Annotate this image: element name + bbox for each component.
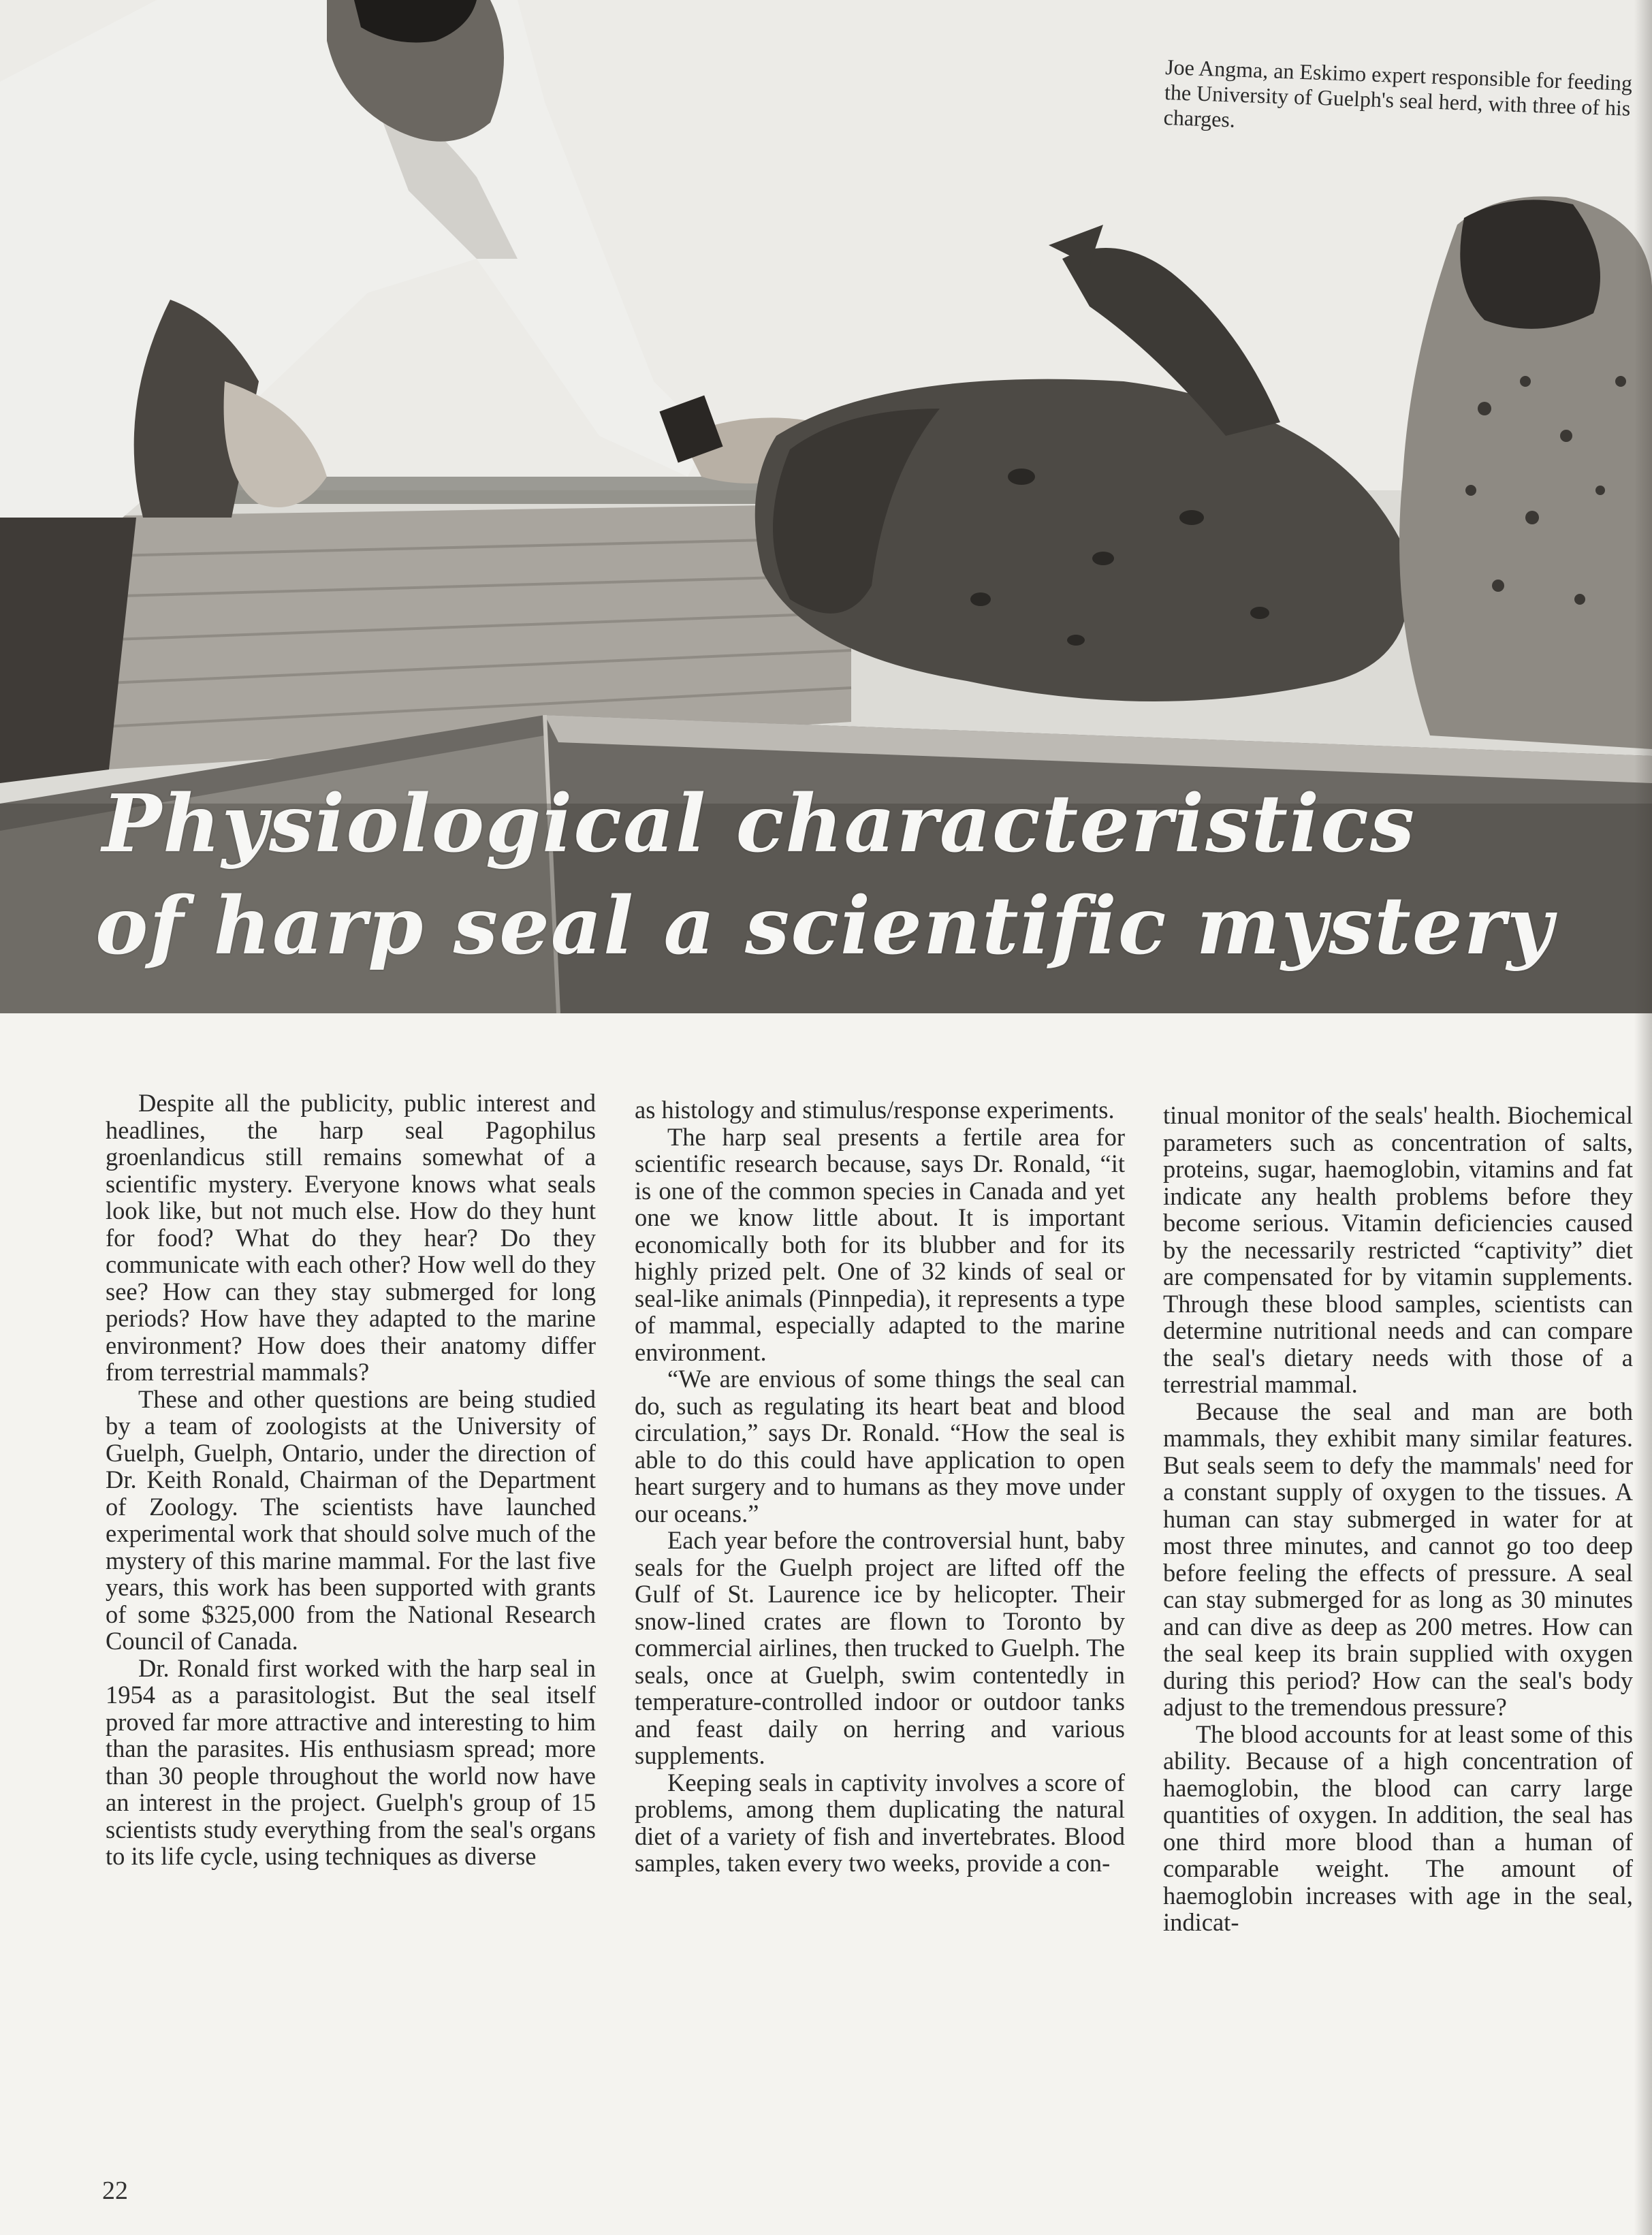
article-column-1	[106, 1090, 596, 1870]
photo-caption: Joe Angma, an Eskimo expert responsible for feeding the University of Guelph's seal herd, with three of his charges.	[1163, 54, 1633, 132]
article-column-3	[1163, 1102, 1633, 1936]
paragraph: The blood accounts for at least some of this ability. Because of a high concentration of haemoglobin, the blood can carry large quantities of oxygen. In addition, the seal has one third more blood than a human of comparable weight. The amount of haemoglobin increases with age in the seal, indicat-	[1163, 1719, 1633, 1936]
paragraph: Despite all the publicity, public interest and headlines, the harp seal Pagophilus groenlandicus still remains somewhat of a scientific mystery. Everyone knows what seals look like, but not much else. How do they hunt for food? What do they hear? Do they communicate with each other? How well do they see? How can they stay submerged for long periods? How have they adapted to the marine environment? How does their anatomy differ from terrestrial mammals?	[106, 1089, 596, 1386]
paragraph: These and other questions are being studied by a team of zoologists at the University of Guelph, Guelph, Ontario, under the direction of Dr. Keith Ronald, Chairman of the Department of Zoology. The scientists have launched experimental work that should solve much of the mystery of this marine mammal. For the last five years, this work has been supported with grants of some $325,000 from the National Research Council of Canada.	[106, 1384, 596, 1655]
paragraph: Dr. Ronald first worked with the harp seal in 1954 as a parasitologist. But the seal itself proved far more attractive and interesting to him than the parasites. His enthusiasm spread; more than 30 people throughout the world now have an interest in the project. Guelph's group of 15 scientists study everything from the seal's organs to its life cycle, using techniques as diverse	[106, 1653, 596, 1870]
headline-line-1: Physiological characteristics	[102, 778, 1416, 870]
page-number: 22	[102, 2176, 128, 2205]
paragraph: The harp seal presents a fertile area for scientific research because, says Dr. Ronald, “it is one of the common species in Canada and yet one we know little about. It is important economically both for its blubber and for its highly prized pelt. One of 32 kinds of seal or seal-like animals (Pinnpedia), it represents a type of mammal, especially adapted to the marine environment.	[635, 1122, 1125, 1366]
paragraph: Because the seal and man are both mammals, they exhibit many similar features. But seals seem to defy the mammals' need for a constant supply of oxygen to the tissues. A human can stay submerged in water for at most three minutes, and cannot go too deep before feeling the effects of pressure. A seal can stay submerged for as long as 30 minutes and can dive as deep as 200 metres. How can the seal keep its brain supplied with oxygen during this period? How can the seal's body adjust to the tremendous pressure?	[1163, 1397, 1633, 1721]
seal-photo	[0, 0, 1652, 1013]
paragraph: as histology and stimulus/response experiments.	[635, 1096, 1115, 1124]
paragraph: Keeping seals in captivity involves a score of problems, among them duplicating the natural diet of a variety of fish and invertebrates. Blood samples, taken every two weeks, provide a con-	[635, 1768, 1125, 1877]
article-column-2	[635, 1096, 1125, 1877]
page-binding-shadow	[1634, 0, 1652, 2235]
article-headline	[95, 773, 1652, 977]
paragraph: “We are envious of some things the seal can do, such as regulating its heart beat and blood circulation,” says Dr. Ronald. “How the seal is able to do this could have application to open heart surgery and to humans as they move under our oceans.”	[635, 1365, 1125, 1527]
headline-line-2: of harp seal a scientific mystery	[95, 880, 1555, 972]
paragraph: tinual monitor of the seals' health. Biochemical parameters such as concentration of salts, proteins, sugar, haemoglobin, vitamins and fat indicate any health problems before they become serious. Vitamin deficiencies caused by the necessarily restricted “captivity” diet are compensated for by vitamin supplements. Through these blood samples, scientists can determine nutritional needs and can compare the seal's dietary needs with those of a terrestrial mammal.	[1163, 1101, 1633, 1398]
paragraph: Each year before the controversial hunt, baby seals for the Guelph project are lifted off the Gulf of St. Laurence ice by helicopter. Their snow-lined crates are flown to Toronto by commercial airlines, then trucked to Guelph. The seals, once at Guelph, swim contentedly in temperature-controlled indoor or outdoor tanks and feast daily on herring and various supplements.	[635, 1526, 1125, 1769]
